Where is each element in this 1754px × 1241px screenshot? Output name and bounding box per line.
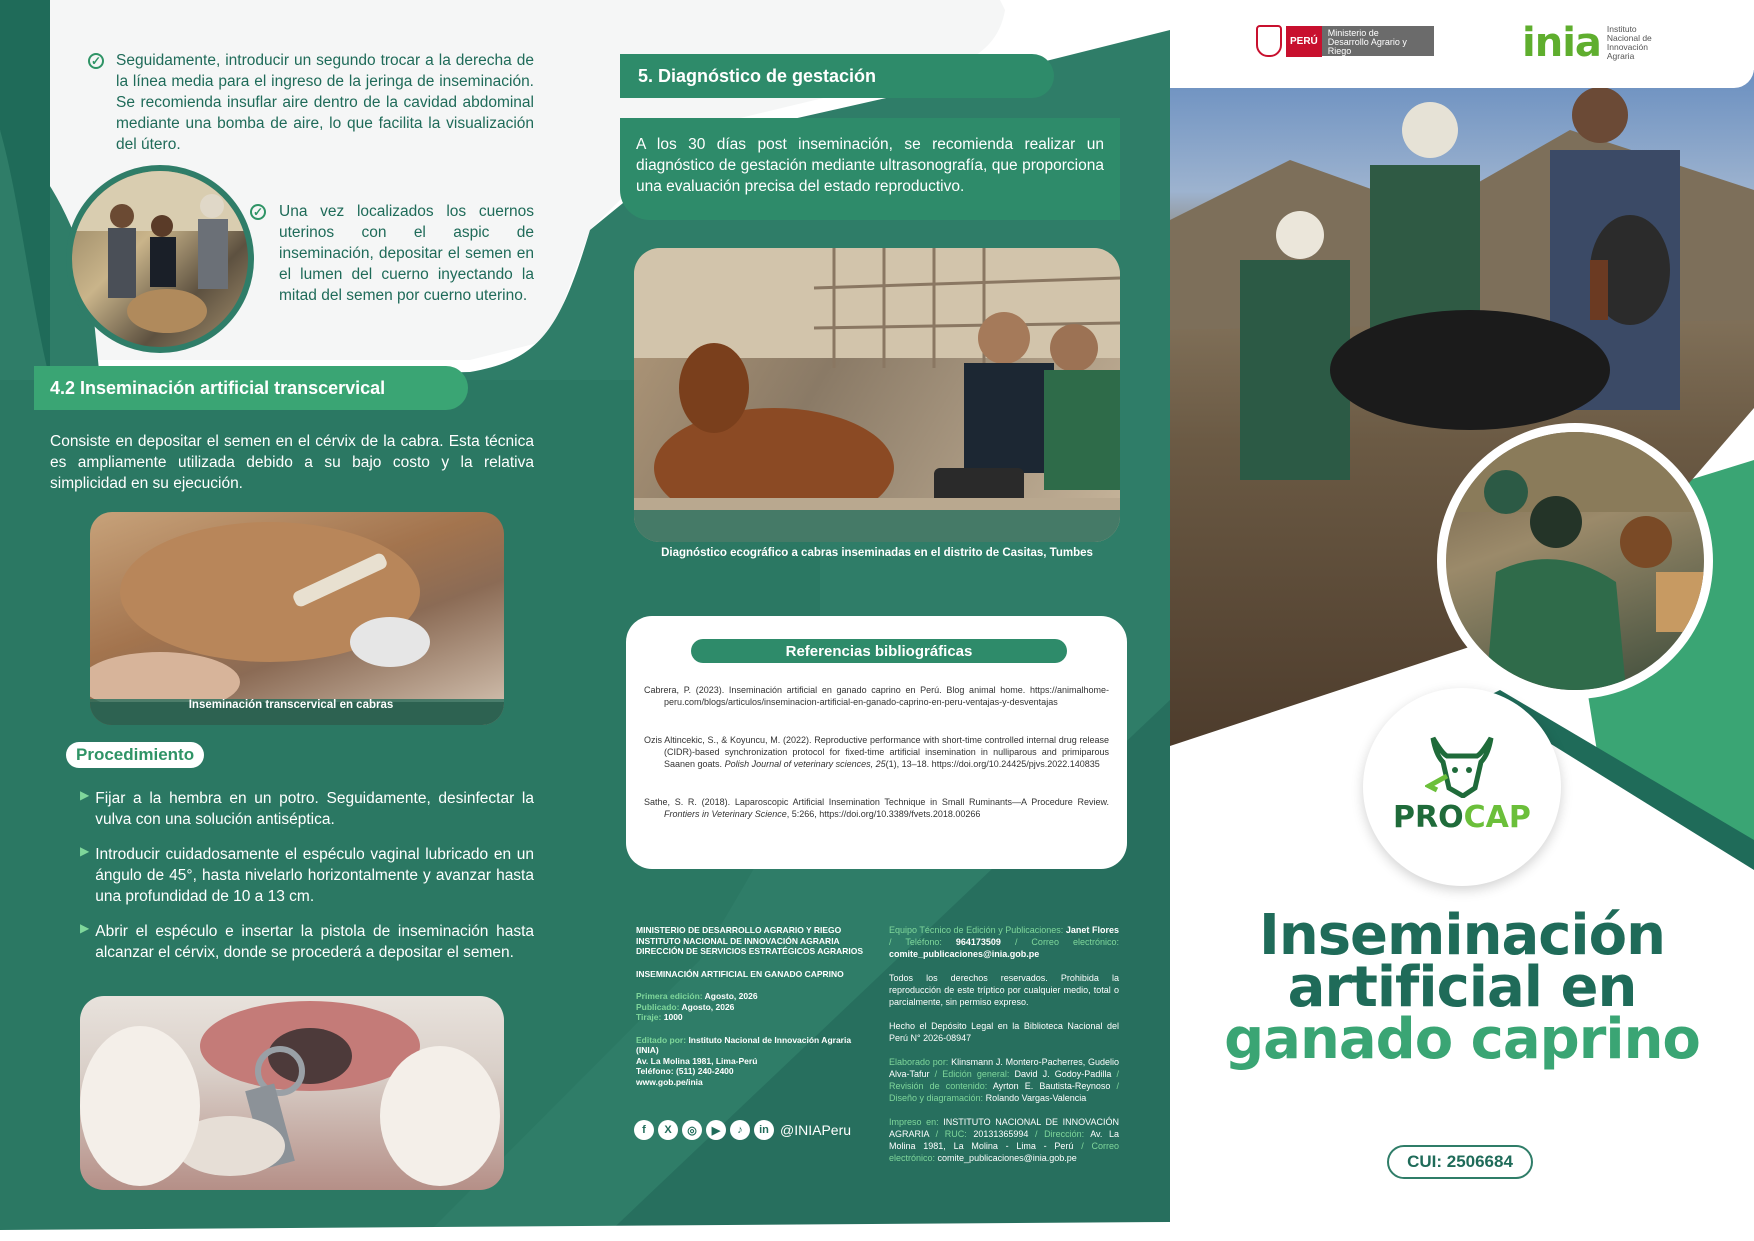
- social-handle: @INIAPeru: [780, 1122, 852, 1138]
- diagnostico-text: A los 30 días post inseminación, se recomienda realizar un diagnóstico de gestación mediante ultrasonografía, que proporciona una evaluación precisa del estado reproductivo.: [636, 136, 1104, 195]
- check-icon: ✓: [250, 204, 266, 220]
- arrow-icon: ▶: [80, 921, 90, 935]
- references-card: [626, 616, 1127, 869]
- reference-item: Cabrera, P. (2023). Inseminación artificial en ganado caprino en Perú. Blog animal home. https://animalhome-peru.com/blogs/articulos/inseminacion-artificial-en-ganado-caprino-en-peru-ventajas-y-desventajas: [644, 685, 1109, 707]
- procedure-list: [80, 788, 534, 963]
- cover-title: Inseminación artificial en ganado caprino: [1224, 903, 1700, 1072]
- procedure-step: ▶ Abrir el espéculo e insertar la pistola de inseminación hasta alcanzar el cérvix, donde se procederá a depositar el semen.: [80, 921, 534, 961]
- procedure-title: Procedimiento: [66, 742, 204, 768]
- transcervical-photo: [90, 512, 504, 725]
- arrow-icon: ▶: [80, 788, 90, 802]
- procedure-step: ▶ Introducir cuidadosamente el espéculo vaginal lubricado en un ángulo de 45°, hasta nivelarlo horizontalmente y avanzar hasta una profundidad de 10 a 13 cm.: [80, 844, 534, 905]
- deposit-semen-paragraph: Una vez localizados los cuernos uterinos con el aspic de inseminación, depositar el semen en el lumen del cuerno inyectando la mitad del semen por cuerno uterino.: [279, 203, 534, 304]
- publication-title: INSEMINACIÓN ARTIFICIAL EN GANADO CAPRINO: [636, 968, 844, 979]
- procap-logo: [1363, 688, 1561, 886]
- diagnostico-box: [620, 118, 1120, 220]
- cover-inset-photo: [1437, 423, 1713, 699]
- section-title-transcervical: 4.2 Inseminación artificial transcervical: [34, 366, 468, 410]
- cui-badge: CUI: 2506684: [1387, 1145, 1533, 1179]
- speculum-photo: [80, 996, 504, 1190]
- logo-header: [1170, 0, 1754, 88]
- instagram-icon[interactable]: ◎: [682, 1120, 702, 1140]
- references-title: Referencias bibliográficas: [691, 639, 1067, 663]
- laparoscopy-step-paragraph: Seguidamente, introducir un segundo trocar a la derecha de la línea media para el ingreso de la jeringa de inseminación. Se recomienda insuflar aire dentro de la cavidad abdominal mediante una bomba de aire, lo que facilita la visualización del útero.: [116, 52, 534, 153]
- ultrasound-photo-caption: Diagnóstico ecográfico a cabras inseminadas en el distrito de Casitas, Tumbes: [661, 547, 1093, 559]
- reference-item: Ozis Altincekic, S., & Koyuncu, M. (2022). Reproductive performance with short-time controlled internal drug release (CIDR)-based synchronization protocol for fixed-time artificial insemination in nulliparous and primiparous Saanen goats. Polish Journal of veterinary sciences, 25(1), 13–18. https://doi.org/10.24425/pjvs.2022.140835: [644, 735, 1109, 769]
- inia-logo: inia Instituto Nacional de Innovación Agraria: [1522, 20, 1652, 66]
- x-icon[interactable]: X: [658, 1120, 678, 1140]
- reference-item: Sathe, S. R. (2018). Laparoscopic Artificial Insemination Technique in Small Ruminants—A Procedure Review. Frontiers in Veterinary Science, 5:266, https://doi.org/10.3389/fvets.2018.00266: [644, 797, 1109, 819]
- linkedin-icon[interactable]: in: [754, 1120, 774, 1140]
- social-media-bar: [634, 1120, 851, 1140]
- peru-shield-icon: [1256, 25, 1282, 57]
- goat-icon: [1425, 736, 1499, 798]
- ultrasound-photo: [634, 248, 1120, 542]
- transcervical-photo-caption: Inseminación transcervical en cabras: [188, 699, 394, 711]
- credits-block: Equipo Técnico de Edición y Publicaciones: Janet Flores / Teléfono: 964173509 / Correo electrónico: comite_publicaciones@inia.gob.pe Todos los derechos reservados. Prohibida la reproducción de este tríptico por cualquier medio, total o parcialmente, sin permiso expreso. Hecho el Depósito Legal en la Biblioteca Nacional del Perú N° 2026-08947 Elaborado por: Klinsmann J. Montero-Pacherres, Gudelio Alva-Tafur / Edición general: David J. Godoy-Padilla / Revisión de contenido: Ayrton E. Bautista-Reynoso / Diseño y diagramación: Rolando Vargas-Valencia Impreso en: INSTITUTO NACIONAL DE INNOVACIÓN AGRARIA / RUC: 20131365994 / Dirección: Av. La Molina 1981, La Molina - Lima - Perú / Correo electrónico: comite_publicaciones@inia.gob.pe: [889, 925, 1119, 1163]
- procap-wordmark: PROCAP: [1393, 800, 1531, 835]
- section-title-diagnostico: 5. Diagnóstico de gestación: [620, 54, 1054, 98]
- check-icon: ✓: [88, 53, 104, 69]
- facebook-icon[interactable]: f: [634, 1120, 654, 1140]
- institution-block: MINISTERIO DE DESARROLLO AGRARIO Y RIEGO INSTITUTO NACIONAL DE INNOVACIÓN AGRARIA DIRECCIÓN DE SERVICIOS ESTRATÉGICOS AGRARIOS INSEMINACIÓN ARTIFICIAL EN GANADO CAPRINO Primera edición: Agosto, 2026 Publicado: Agosto, 2026 Tiraje: 1000 Editado por: Instituto Nacional de Innovación Agraria (INIA) Av. La Molina 1981, Lima-Perú Teléfono: (511) 240-2400 www.gob.pe/inia: [636, 925, 876, 1087]
- laparoscopy-photo: [66, 165, 254, 353]
- tiktok-icon[interactable]: ♪: [730, 1120, 750, 1140]
- youtube-icon[interactable]: ▶: [706, 1120, 726, 1140]
- transcervical-intro: Consiste en depositar el semen en el cérvix de la cabra. Esta técnica es ampliamente utilizada debido a su bajo costo y la relativa simplicidad en su ejecución.: [50, 433, 534, 492]
- procedure-step: ▶ Fijar a la hembra en un potro. Seguidamente, desinfectar la vulva con una solución antiséptica.: [80, 788, 534, 828]
- references-list: [644, 684, 1109, 846]
- arrow-icon: ▶: [80, 844, 90, 858]
- ministerio-logo: PERÚ Ministerio de Desarrollo Agrario y Riego: [1256, 25, 1434, 57]
